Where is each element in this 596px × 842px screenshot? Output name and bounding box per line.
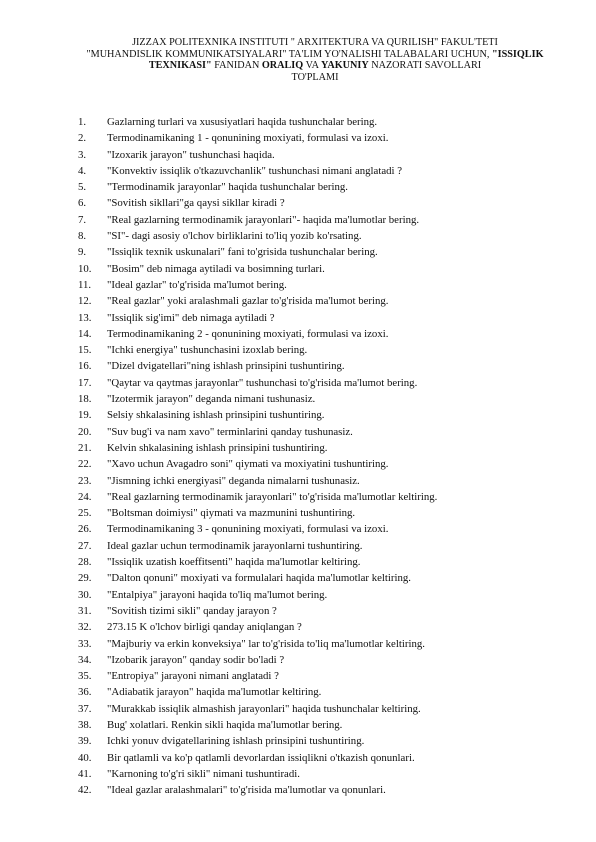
question-number: 24. <box>78 490 92 503</box>
question-number: 12. <box>78 295 92 308</box>
question-number: 31. <box>78 604 92 617</box>
question-text: "Sovitish tizimi sikli" qanday jarayon ? <box>107 604 277 617</box>
question-number: 20. <box>78 425 92 438</box>
question-number: 14. <box>78 327 92 340</box>
question-item <box>78 407 558 423</box>
question-number: 1. <box>78 116 87 128</box>
question-text: "Karnoning to'g'ri sikli" nimani tushuntiradi. <box>107 767 300 780</box>
question-text: "Real gazlar" yoki aralashmali gazlar to'g'risida ma'lumot bering. <box>107 295 389 308</box>
question-item <box>78 391 558 407</box>
question-item <box>78 619 558 635</box>
question-number: 15. <box>78 344 92 357</box>
question-item <box>78 554 558 570</box>
document-header <box>80 37 550 83</box>
question-text: "Izoxarik jarayon" tushunchasi haqida. <box>107 148 275 161</box>
question-item <box>78 570 558 586</box>
question-number: 26. <box>78 523 92 536</box>
question-number: 30. <box>78 588 92 601</box>
question-item <box>78 473 558 489</box>
question-number: 10. <box>78 262 92 275</box>
question-item <box>78 130 558 146</box>
header-line-3-text-b: VA <box>303 60 321 71</box>
question-item <box>78 668 558 684</box>
question-text: "Izotermik jarayon" deganda nimani tushunasiz. <box>107 393 316 406</box>
question-text: "Dizel dvigatellari"ning ishlash prinsipini tushuntiring. <box>107 360 345 373</box>
question-number: 17. <box>78 376 92 389</box>
question-item <box>78 114 558 130</box>
header-line-3-text-c: NAZORATI SAVOLLARI <box>368 60 482 71</box>
question-item <box>78 358 558 374</box>
question-text: "Ichki energiya" tushunchasini izoxlab bering. <box>107 344 308 357</box>
header-line-3-bold-yakuniy: YAKUNIY <box>320 60 369 71</box>
question-number: 28. <box>78 556 92 569</box>
question-text: "Boltsman doimiysi" qiymati va mazmunini tushuntiring. <box>107 507 356 520</box>
question-text: "Entalpiya" jarayoni haqida to'liq ma'lumot bering. <box>107 588 328 601</box>
question-item <box>78 766 558 782</box>
question-item <box>78 310 558 326</box>
question-text: "Real gazlarning termodinamik jarayonlari" to'g'risida ma'lumotlar keltiring. <box>107 490 438 503</box>
question-text: "Ideal gazlar" to'g'risida ma'lumot bering. <box>107 278 287 291</box>
question-text: Bir qatlamli va ko'p qatlamli devorlardan issiqlikni o'tkazish qonunlari. <box>107 751 415 764</box>
question-item <box>78 489 558 505</box>
header-line-2 <box>80 49 550 61</box>
question-item <box>78 750 558 766</box>
question-number: 11. <box>78 278 92 291</box>
header-line-3-bold-subject: TEXNIKASI" <box>148 60 212 71</box>
question-item <box>78 440 558 456</box>
question-number: 7. <box>78 213 87 226</box>
question-text: Gazlarning turlari va xususiyatlari haqida tushunchalar bering. <box>107 116 378 128</box>
question-text: 273.15 K o'lchov birligi qanday aniqlangan ? <box>107 621 302 634</box>
question-item <box>78 277 558 293</box>
question-item <box>78 652 558 668</box>
question-text: "Murakkab issiqlik almashish jarayonlari" haqida tushunchalar keltiring. <box>107 702 421 715</box>
question-list <box>78 114 558 798</box>
header-line-3 <box>80 60 550 72</box>
question-item <box>78 147 558 163</box>
question-number: 36. <box>78 686 92 699</box>
question-text: Ideal gazlar uchun termodinamik jarayonlarni tushuntiring. <box>107 539 363 552</box>
header-line-3-text-a: FANIDAN <box>211 60 262 71</box>
question-number: 16. <box>78 360 92 373</box>
question-item <box>78 293 558 309</box>
question-number: 13. <box>78 311 92 324</box>
question-text: Selsiy shkalasining ishlash prinsipini tushuntiring. <box>107 409 325 422</box>
question-text: "SI"- dagi asosiy o'lchov birliklarini to'liq yozib ko'rsating. <box>107 230 362 243</box>
question-item <box>78 521 558 537</box>
question-text: "Issiqlik texnik uskunalari" fani to'grisida tushunchalar bering. <box>107 246 378 259</box>
question-item <box>78 538 558 554</box>
question-text: "Issiqlik uzatish koeffitsenti" haqida ma'lumotlar keltiring. <box>107 556 361 569</box>
question-number: 35. <box>78 670 92 683</box>
question-text: "Real gazlarning termodinamik jarayonlari"- haqida ma'lumotlar bering. <box>107 213 420 226</box>
question-text: "Bosim" deb nimaga aytiladi va bosimning turlari. <box>107 262 325 275</box>
header-line-4: TO'PLAMI <box>291 71 339 83</box>
question-number: 3. <box>78 148 87 161</box>
question-text: "Jismning ichki energiyasi" deganda nimalarni tushunasiz. <box>107 474 360 487</box>
question-item <box>78 228 558 244</box>
question-item <box>78 717 558 733</box>
question-item <box>78 684 558 700</box>
question-number: 19. <box>78 409 92 422</box>
question-text: "Qaytar va qaytmas jarayonlar" tushunchasi to'g'risida ma'lumot bering. <box>107 376 418 389</box>
question-number: 2. <box>78 132 87 145</box>
question-number: 41. <box>78 767 92 780</box>
question-text: Kelvin shkalasining ishlash prinsipini tushuntiring. <box>107 441 328 454</box>
question-item <box>78 456 558 472</box>
question-text: Termodinamikaning 2 - qonunining moxiyati, formulasi va izoxi. <box>107 327 389 340</box>
question-item <box>78 733 558 749</box>
question-item <box>78 326 558 342</box>
question-item <box>78 782 558 798</box>
question-item <box>78 179 558 195</box>
question-text: "Majburiy va erkin konveksiya" lar to'g'risida to'liq ma'lumotlar keltiring. <box>107 637 425 650</box>
question-number: 21. <box>78 441 92 454</box>
question-number: 8. <box>78 230 87 243</box>
question-text: Termodinamikaning 3 - qonunining moxiyati, formulasi va izoxi. <box>107 523 389 536</box>
question-number: 6. <box>78 197 87 210</box>
question-number: 18. <box>78 393 92 406</box>
question-item <box>78 342 558 358</box>
question-text: "Dalton qonuni" moxiyati va formulalari haqida ma'lumotlar keltiring. <box>107 572 412 585</box>
question-text: "Suv bug'i va nam xavo" terminlarini qanday tushunasiz. <box>107 425 353 438</box>
question-text: "Entropiya" jarayoni nimani anglatadi ? <box>107 670 279 683</box>
question-text: Termodinamikaning 1 - qonunining moxiyati, formulasi va izoxi. <box>107 132 389 145</box>
question-text: "Termodinamik jarayonlar" haqida tushunchalar bering. <box>107 181 349 194</box>
question-number: 23. <box>78 474 92 487</box>
question-item <box>78 603 558 619</box>
question-item <box>78 636 558 652</box>
header-line-2-text: "MUHANDISLIK KOMMUNIKATSIYALARI" TA'LIM YO'NALISHI TALABALARI UCHUN, <box>86 48 492 60</box>
question-number: 33. <box>78 637 92 650</box>
question-number: 29. <box>78 572 92 585</box>
question-item <box>78 212 558 228</box>
question-text: "Xavo uchun Avagadro soni" qiymati va moxiyatini tushuntiring. <box>107 458 389 471</box>
question-item <box>78 375 558 391</box>
question-item <box>78 163 558 179</box>
header-line-2-bold: "ISSIQLIK <box>491 48 544 60</box>
question-text: Ichki yonuv dvigatellarining ishlash prinsipini tushuntiring. <box>107 735 365 748</box>
question-item <box>78 261 558 277</box>
question-number: 37. <box>78 702 92 715</box>
question-text: "Ideal gazlar aralashmalari" to'g'risida ma'lumotlar va qonunlari. <box>107 784 386 797</box>
question-item <box>78 424 558 440</box>
header-line-3-bold-oraliq: ORALIQ <box>261 60 304 71</box>
question-text: "Konvektiv issiqlik o'tkazuvchanlik" tushunchasi nimani anglatadi ? <box>107 164 403 177</box>
question-number: 40. <box>78 751 92 764</box>
question-number: 22. <box>78 458 92 471</box>
question-number: 42. <box>78 784 92 797</box>
question-text: "Issiqlik sig'imi" deb nimaga aytiladi ? <box>107 311 275 324</box>
question-number: 4. <box>78 164 87 177</box>
question-text: "Adiabatik jarayon" haqida ma'lumotlar keltiring. <box>107 686 322 699</box>
question-item <box>78 195 558 211</box>
question-item <box>78 505 558 521</box>
question-number: 27. <box>78 539 92 552</box>
question-number: 34. <box>78 653 92 666</box>
question-number: 9. <box>78 246 87 259</box>
header-line-1: JIZZAX POLITEXNIKA INSTITUTI " ARXITEKTURA VA QURILISH" FAKUL'TETI <box>132 37 498 48</box>
question-text: "Izobarik jarayon" qanday sodir bo'ladi ? <box>107 653 285 666</box>
question-number: 39. <box>78 735 92 748</box>
question-item <box>78 587 558 603</box>
question-number: 5. <box>78 181 87 194</box>
question-text: "Sovitish sikllari"ga qaysi sikllar kiradi ? <box>107 197 285 210</box>
question-number: 25. <box>78 507 92 520</box>
question-number: 38. <box>78 718 92 731</box>
question-number: 32. <box>78 621 92 634</box>
question-text: Bug' xolatlari. Renkin sikli haqida ma'lumotlar bering. <box>107 718 343 731</box>
question-item <box>78 701 558 717</box>
question-item <box>78 244 558 260</box>
